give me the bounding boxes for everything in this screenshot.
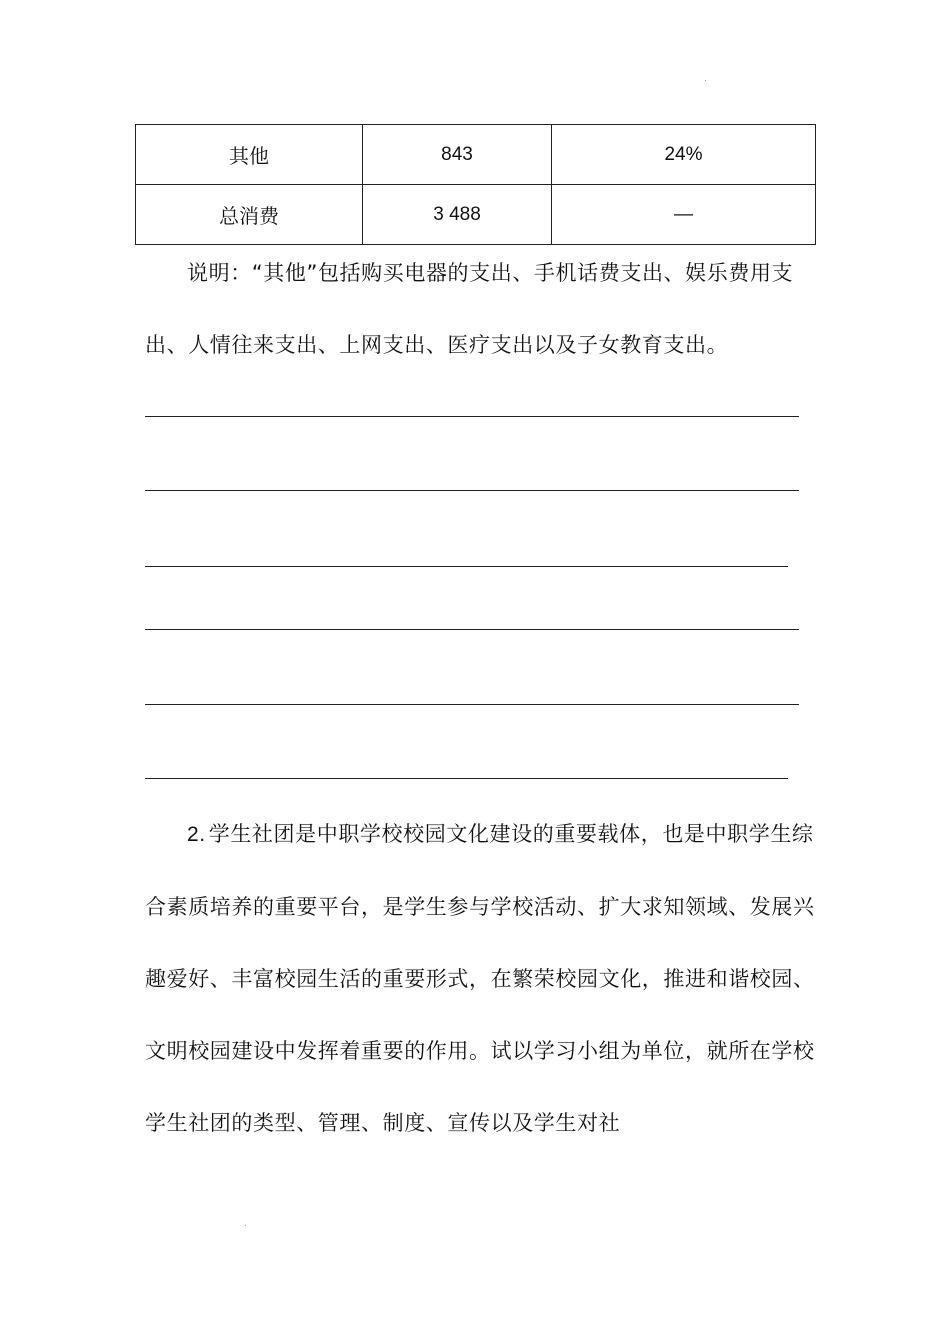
item-cell: 总消费 — [136, 185, 363, 245]
answer-line — [145, 490, 799, 491]
table-row — [136, 125, 816, 185]
scan-dot-bottom — [245, 1225, 246, 1226]
question-text: 学生社团是中职学校校园文化建设的重要载体，也是中职学生综合素质培养的重要平台，是学生参与学校活动、扩大求知领域、发展兴趣爱好、丰富校园生活的重要形式，在繁荣校园文化，推进和谐校园、文明校园建设中发挥着重要的作用。试以学习小组为单位，就所在学校学生社团的类型、管理、制度、宣传以及学生对社 — [145, 822, 815, 1135]
amount-cell: 843 — [363, 125, 552, 185]
item-cell: 其他 — [136, 125, 363, 185]
percent-cell: — — [552, 185, 816, 245]
table-row — [136, 185, 816, 245]
answer-line — [145, 416, 799, 417]
answer-line — [145, 629, 799, 630]
answer-line — [145, 704, 799, 705]
answer-line — [145, 778, 788, 779]
percent-cell: 24% — [552, 125, 816, 185]
question-2 — [145, 798, 825, 1159]
scan-dot-top — [705, 80, 706, 81]
table-note: 说明：“其他”包括购买电器的支出、手机话费支出、娱乐费用支出、人情往来支出、上网支出、医疗支出以及子女教育支出。 — [145, 261, 794, 357]
question-number: 2. — [187, 823, 206, 846]
answer-line — [145, 566, 788, 567]
amount-cell: 3 488 — [363, 185, 552, 245]
expense-table — [135, 124, 816, 245]
